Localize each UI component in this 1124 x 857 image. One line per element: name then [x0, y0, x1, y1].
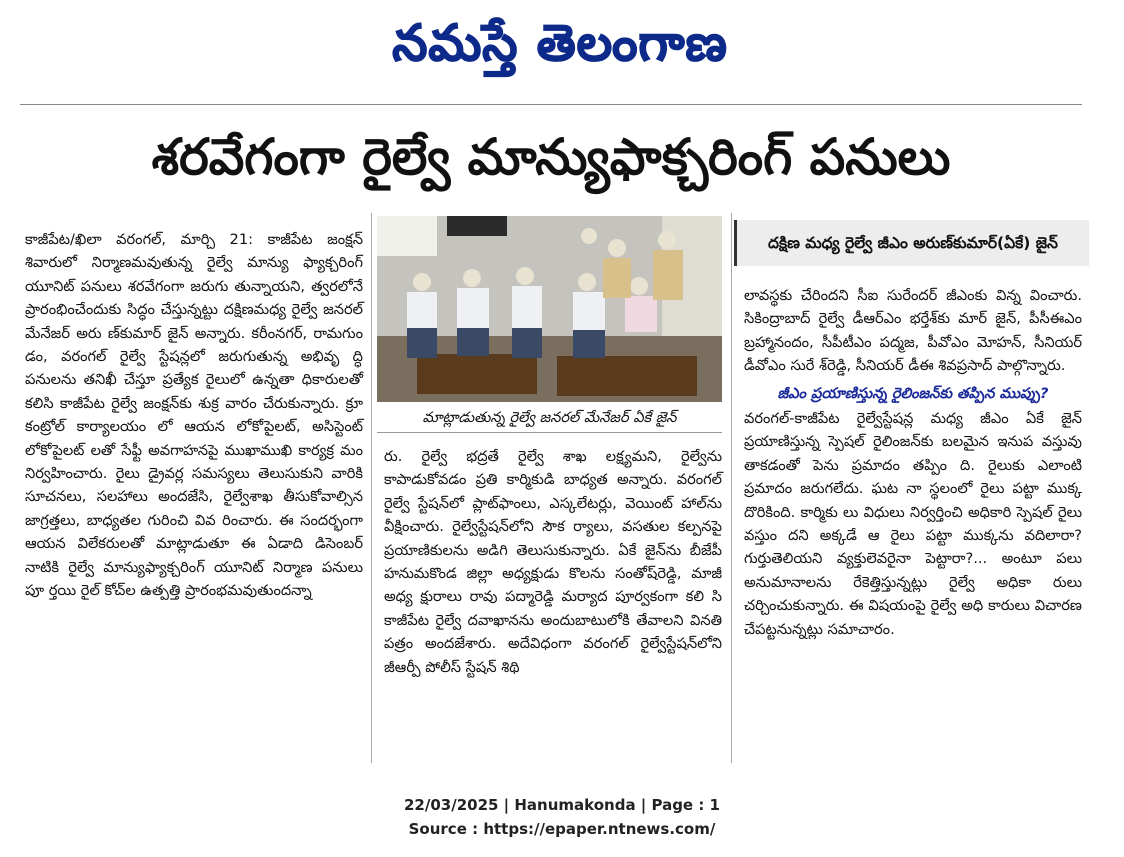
- side-box-title: దక్షిణ మధ్య రైల్వే జీఎం అరుణ్‌కుమార్(ఏకే) జైన్: [734, 220, 1089, 266]
- article-text: వరంగల్-కాజీపేట రైల్వేస్టేషన్ల మధ్య జీఎం ఏకే జైన్ ప్రయాణిస్తున్న స్పెషల్ రైలింజన్‌కు బలమైన ఇనుప వస్తువు తాకడంతో పెను ప్రమాదం తప్పిం ది. రైలుకు ఎలాంటి ప్రమాదం జరుగలేదు. ఘట నా స్థలంలో రైలు పట్టా ముక్క దొరికింది. కార్మికు లు విధులు నిర్వర్తించి అధికారి స్పెషల్ రైలు వస్తుం దని అక్కడే ఆ రైలు పట్టా ముక్కను వదిలారా? గుర్తుతెలియని వ్యక్తులెవరైనా పెట్టారా?... అంటూ పలు అనుమానాలను రేకెత్తిస్తున్నట్లు రైల్వే అధికా రులు చర్చించుకున్నారు. ఈ విషయంపై రైల్వే అధి కారులు విచారణ చేపట్టనున్నట్లు సమాచారం.: [744, 410, 1082, 638]
- masthead-logo: [330, 4, 790, 82]
- article-column-2: [384, 445, 722, 679]
- news-photo: [377, 216, 722, 402]
- article-text: రు. రైల్వే భద్రతే రైల్వే శాఖ లక్ష్యమని, రైల్వేను కాపాడుకోవడం ప్రతి కార్మికుడి బాధ్యత అన్నారు. వరంగల్ రైల్వే స్టేషన్‌లో ప్లాట్‌ఫాంలు, ఎస్కలేటర్లు, వెయింట్ హాల్‌ను వీక్షించారు. రైల్వేస్టేషన్‌లోని సౌక ర్యాలు, వసతుల కల్పనపై ప్రయాణికులను అడిగి తెలుసుకున్నారు. ఏకే జైన్‌ను బీజేపీ హనుమకొండ జిల్లా అధ్యక్షుడు కొలను సంతోష్‌రెడ్డి, మాజీ అధ్య క్షురాలు రావు పద్మారెడ్డి మర్యాద పూర్వకంగా కలి సి కాజీపేట రైల్వే దవాఖానను అందుబాటులోకి తేవాలని వినతి పత్రం అందజేశారు. అదేవిధంగా వరంగల్ రైల్వేస్టేషన్‌లోని జీఆర్పీ పోలీస్ స్టేషన్ శిథి: [384, 448, 722, 676]
- article-column-3: [744, 284, 1082, 641]
- masthead-divider: [20, 104, 1082, 105]
- column-divider: [731, 213, 732, 763]
- masthead-title: నమస్తే తెలంగాణ: [392, 14, 728, 72]
- subheading: జీఎం ప్రయాణిస్తున్న రైలింజన్‌కు తప్పిన ముప్పు?: [777, 384, 1049, 402]
- column-divider: [371, 213, 372, 763]
- footer-date-page: 22/03/2025 | Hanumakonda | Page : 1: [403, 796, 720, 814]
- article-text: కాజీపేట/ఖిలా వరంగల్, మార్చి 21: కాజీపేట జంక్షన్ శివారులో నిర్మాణమవుతున్న రైల్వే మాన్యు ఫ్యాక్చరింగ్ యూనిట్ పనులు శరవేగంగా జరుగు తున్నాయని, త్వరలోనే ప్రారంభించేందుకు సిద్ధం చేస్తున్నట్టు దక్షిణమధ్య రైల్వే జనరల్ మేనేజర్ అరు ణ్‌కుమార్ జైన్ అన్నారు. కరీంనగర్, రామగుం డం, వరంగల్ రైల్వే స్టేషన్లలో జరుగుతున్న అభివృ ద్ధి పనులను తనిఖీ చేస్తూ ప్రత్యేక రైలులో ఉన్నతా ధికారులతో కలిసి కాజీపేట రైల్వే జంక్షన్‌కు శుక్ర వారం చేరుకున్నారు. క్రూ కంట్రోల్ కార్యాలయం లో ఆయన లోకోపైలట్, అసిస్టెంట్ లోకోపైలట్ లతో సేఫ్టీ అవగాహనపై ముఖాముఖి కార్యక్ర మం నిర్వహించారు. రైలు డ్రైవర్ల సమస్యలు తెలుసుకుని వారికి సూచనలు, సలహాలు అందజేసి, రైల్వేశాఖ తీసుకోవాల్సిన జాగ్రత్తలు, బాధ్యతల గురించి వివ రించారు. ఈ సందర్భంగా ఆయన విలేకరులతో మాట్లాడుతూ ఈ ఏడాది డిసెంబర్ నాటికి రైల్వే మాన్యుఫ్యాక్చరింగ్ యూనిట్ నిర్మాణ పనులు పూ ర్తయి రైల్ కోచ్‌ల ఉత్పత్తి ప్రారంభమవుతుందన్నా: [25, 231, 363, 600]
- article-text: లావస్థకు చేరిందని సీఐ సురేందర్ జీఎంకు విన్న వించారు. సికింద్రాబాద్ రైల్వే డీఆర్‌ఎం భర్తేశ్‌కు మార్ జైన్, పీసీఈఎం బ్రహ్మానందం, సీపీటీఎం పద్మజ, పీవోఎం మోహన్, సీనియర్ డీవోఎం సురే శ్‌రెడ్డి, సీనియర్ డీఈ శివప్రసాద్ పాల్గొన్నారు.: [744, 287, 1082, 375]
- footer-source: Source : https://epaper.ntnews.com/: [408, 820, 716, 838]
- headline: శరవేగంగా రైల్వే మాన్యుఫాక్చరింగ్ పనులు: [151, 128, 951, 186]
- photo-caption: మాట్లాడుతున్న రైల్వే జనరల్ మేనేజర్ ఏకే జైన్: [377, 404, 722, 433]
- page-footer: [300, 793, 824, 841]
- photo-illustration: [377, 216, 722, 402]
- article-column-1: [25, 228, 363, 603]
